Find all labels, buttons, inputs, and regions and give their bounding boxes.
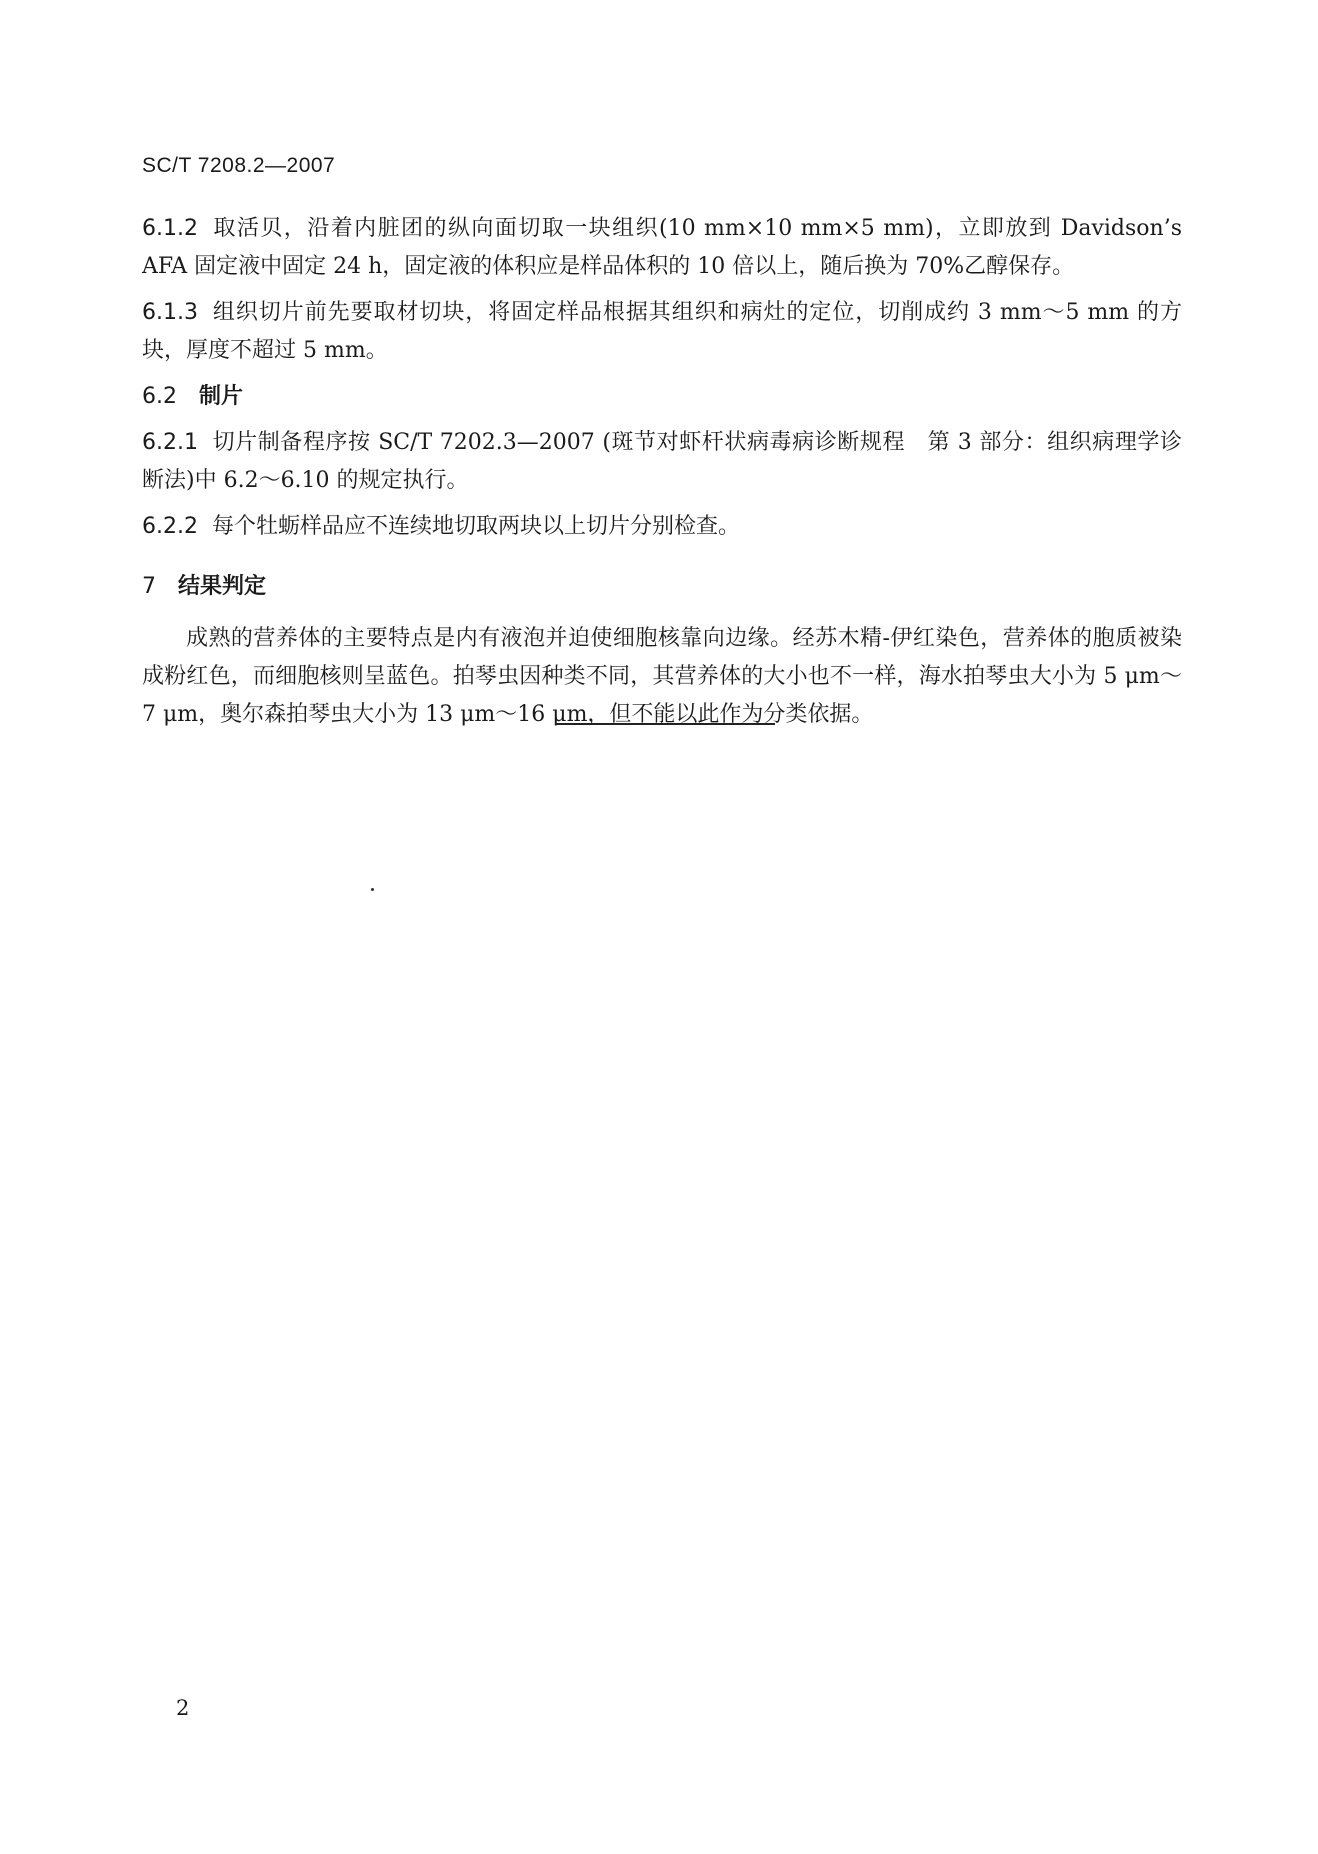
clause-6-1-3 — [142, 294, 1182, 370]
clause-number: 6.1.3 — [142, 300, 198, 325]
end-rule — [555, 723, 775, 725]
heading-title: 制片 — [199, 384, 244, 409]
clause-6-2-1 — [142, 424, 1182, 500]
clause-number: 6.2.1 — [142, 430, 198, 455]
clause-text: 组织切片前先要取材切块，将固定样品根据其组织和病灶的定位，切削成约 3 mm～5 mm 的方块，厚度不超过 5 mm。 — [142, 300, 1182, 363]
scan-speck — [371, 888, 374, 891]
standard-code: SC/T 7208.2—2007 — [142, 154, 336, 177]
heading-title: 结果判定 — [178, 574, 267, 599]
document-body — [142, 210, 1182, 734]
clause-text: 取活贝，沿着内脏团的纵向面切取一块组织(10 mm×10 mm×5 mm)，立即放到 Davidson’s AFA 固定液中固定 24 h，固定液的体积应是样品体积的 10 倍以上，随后换为 70%乙醇保存。 — [142, 216, 1182, 279]
clause-6-2-2 — [142, 508, 1182, 546]
heading-6-2 — [142, 378, 1182, 416]
clause-text: 每个牡蛎样品应不连续地切取两块以上切片分别检查。 — [211, 514, 740, 539]
clause-6-1-2 — [142, 210, 1182, 286]
clause-number: 6.1.2 — [142, 216, 198, 241]
heading-7 — [142, 568, 1182, 606]
page-number: 2 — [176, 1696, 190, 1720]
clause-text: 切片制备程序按 SC/T 7202.3—2007 (斑节对虾杆状病毒病诊断规程 第 3 部分：组织病理学诊断法)中 6.2～6.10 的规定执行。 — [142, 430, 1182, 493]
clause-number: 6.2.2 — [142, 514, 198, 539]
heading-number: 6.2 — [142, 384, 177, 409]
heading-number: 7 — [142, 574, 156, 599]
result-paragraph: 成熟的营养体的主要特点是内有液泡并迫使细胞核靠向边缘。经苏木精-伊红染色，营养体的胞质被染成粉红色，而细胞核则呈蓝色。拍琴虫因种类不同，其营养体的大小也不一样，海水拍琴虫大小为 5 μm～7 μm，奥尔森拍琴虫大小为 13 μm～16 μm，但不能以此作为分类依据。 — [142, 626, 1182, 727]
